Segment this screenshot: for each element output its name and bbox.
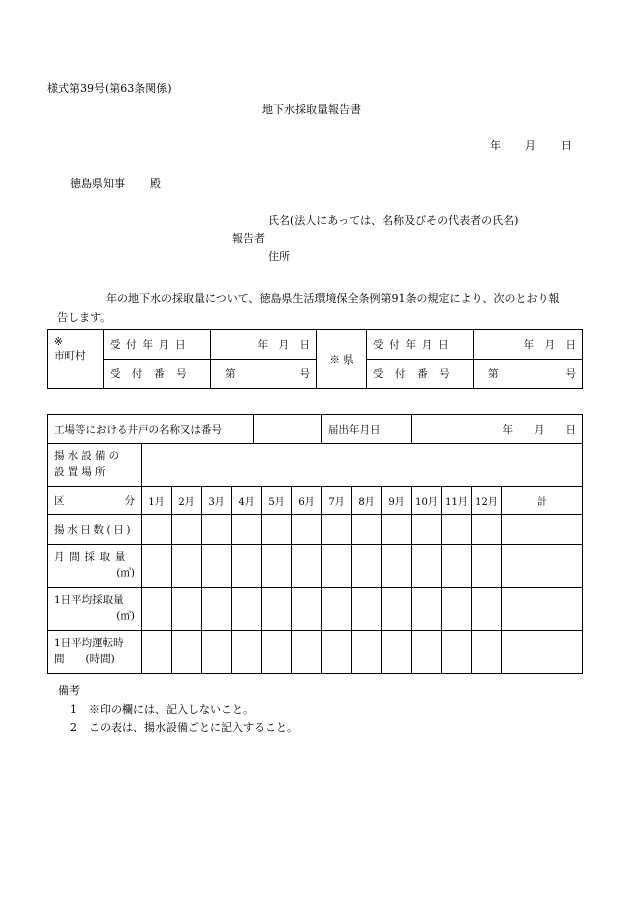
month-header: 8月 [352, 487, 382, 515]
data-cell[interactable] [502, 588, 583, 631]
data-cell[interactable] [232, 588, 262, 631]
data-cell[interactable] [262, 515, 292, 545]
location-label: 揚水設備の 設置場所 [48, 444, 142, 487]
data-cell[interactable] [202, 631, 232, 674]
data-cell[interactable] [322, 631, 352, 674]
month-header: 1月 [142, 487, 172, 515]
well-name-label: 工場等における井戸の名称又は番号 [54, 423, 222, 436]
form-number: 様式第39号(第63条関係) [47, 82, 172, 95]
data-cell[interactable] [202, 588, 232, 631]
notification-date-field[interactable]: 年 月 日 [412, 415, 583, 444]
reserved-mark: ※ [54, 336, 63, 348]
municipality-received-number-label: 受付番号 [104, 359, 211, 389]
reporter-label: 報告者 [232, 232, 265, 245]
table-row [48, 545, 583, 588]
municipality-label: 市町村 [54, 350, 86, 363]
table-row [48, 515, 583, 545]
data-cell[interactable] [442, 631, 472, 674]
data-cell[interactable] [412, 631, 442, 674]
data-cell[interactable] [232, 545, 262, 588]
data-cell[interactable] [262, 588, 292, 631]
data-cell[interactable] [262, 631, 292, 674]
data-cell[interactable] [292, 515, 322, 545]
month-header: 2月 [172, 487, 202, 515]
reporter-name-label: 氏名(法人にあっては、名称及びその代表者の氏名) [268, 214, 519, 227]
data-cell[interactable] [442, 545, 472, 588]
data-cell[interactable] [172, 631, 202, 674]
data-cell[interactable] [412, 515, 442, 545]
addressee-honorific: 殿 [150, 177, 161, 190]
data-cell[interactable] [472, 515, 502, 545]
note-number: 1 [70, 703, 77, 716]
note-number: 2 [70, 721, 77, 734]
row-label-daily-avg-volume: 1日平均採取量 (㎥) [48, 588, 142, 631]
data-cell[interactable] [142, 588, 172, 631]
month-header: 12月 [472, 487, 502, 515]
date-day: 日 [561, 139, 572, 152]
month-header: 11月 [442, 487, 472, 515]
data-cell[interactable] [382, 515, 412, 545]
table-row [48, 631, 583, 674]
month-header: 9月 [382, 487, 412, 515]
data-cell[interactable] [472, 631, 502, 674]
month-header: 10月 [412, 487, 442, 515]
data-cell[interactable] [142, 631, 172, 674]
data-cell[interactable] [352, 545, 382, 588]
date-year: 年 [490, 139, 501, 152]
month-header: 6月 [292, 487, 322, 515]
notification-date-label: 届出年月日 [328, 423, 381, 436]
row-label-pumping-days: 揚水日数(日) [48, 515, 142, 545]
data-cell[interactable] [502, 545, 583, 588]
data-cell[interactable] [352, 515, 382, 545]
data-cell[interactable] [292, 631, 322, 674]
total-header: 計 [502, 487, 583, 515]
data-cell[interactable] [202, 515, 232, 545]
data-cell[interactable] [502, 515, 583, 545]
body-text-line1: 年の地下水の採取量について、徳島県生活環境保全条例第91条の規定により、次のとおり報 [106, 292, 560, 305]
data-cell[interactable] [172, 588, 202, 631]
municipality-received-date-label: 受付年月日 [104, 330, 211, 360]
notification-date-cell [322, 415, 412, 444]
row-label-monthly-volume: 月間採取量 (㎥) [48, 545, 142, 588]
prefecture-received-date-label: 受付年月日 [367, 330, 474, 360]
data-cell[interactable] [142, 545, 172, 588]
notes-heading: 備考 [58, 684, 80, 697]
prefecture-received-date-field[interactable]: 年 月 日 [474, 330, 583, 360]
reporter-address-label: 住所 [268, 250, 290, 263]
municipality-received-date-field[interactable]: 年 月 日 [211, 330, 317, 360]
groundwater-table [47, 414, 583, 674]
data-cell[interactable] [292, 545, 322, 588]
month-header: 4月 [232, 487, 262, 515]
month-header: 3月 [202, 487, 232, 515]
data-cell[interactable] [382, 588, 412, 631]
data-cell[interactable] [382, 631, 412, 674]
month-header: 5月 [262, 487, 292, 515]
data-cell[interactable] [352, 588, 382, 631]
data-cell[interactable] [172, 545, 202, 588]
data-cell[interactable] [292, 588, 322, 631]
data-cell[interactable] [472, 545, 502, 588]
reception-table [47, 329, 583, 389]
well-name-cell [48, 415, 322, 444]
row-label-daily-avg-hours: 1日平均運転時 間 (時間) [48, 631, 142, 674]
category-header: 区 分 [48, 487, 142, 515]
date-month: 月 [525, 139, 536, 152]
data-cell[interactable] [322, 515, 352, 545]
data-cell[interactable] [172, 515, 202, 545]
data-cell[interactable] [142, 515, 172, 545]
note-text: この表は、揚水設備ごとに記入すること。 [89, 721, 298, 734]
data-cell[interactable] [472, 588, 502, 631]
data-cell[interactable] [502, 631, 583, 674]
data-cell[interactable] [352, 631, 382, 674]
data-cell[interactable] [442, 515, 472, 545]
prefecture-received-number-field[interactable]: 第 号 [474, 359, 583, 389]
data-cell[interactable] [442, 588, 472, 631]
location-field[interactable] [142, 444, 583, 487]
data-cell[interactable] [232, 631, 262, 674]
prefecture-label: ※ 県 [317, 330, 367, 389]
data-cell[interactable] [382, 545, 412, 588]
data-cell[interactable] [412, 588, 442, 631]
body-text-line2: 告します。 [57, 311, 112, 324]
month-header: 7月 [322, 487, 352, 515]
document-title: 地下水採取量報告書 [262, 103, 361, 116]
municipality-received-number-field[interactable]: 第 号 [211, 359, 317, 389]
table-row [48, 588, 583, 631]
data-cell[interactable] [202, 545, 232, 588]
data-cell[interactable] [322, 545, 352, 588]
data-cell[interactable] [232, 515, 262, 545]
prefecture-received-number-label: 受付番号 [367, 359, 474, 389]
data-cell[interactable] [262, 545, 292, 588]
data-cell[interactable] [322, 588, 352, 631]
municipality-cell [48, 330, 104, 389]
addressee-name: 徳島県知事 [70, 177, 125, 190]
note-text: ※印の欄には、記入しないこと。 [89, 703, 254, 716]
data-cell[interactable] [412, 545, 442, 588]
